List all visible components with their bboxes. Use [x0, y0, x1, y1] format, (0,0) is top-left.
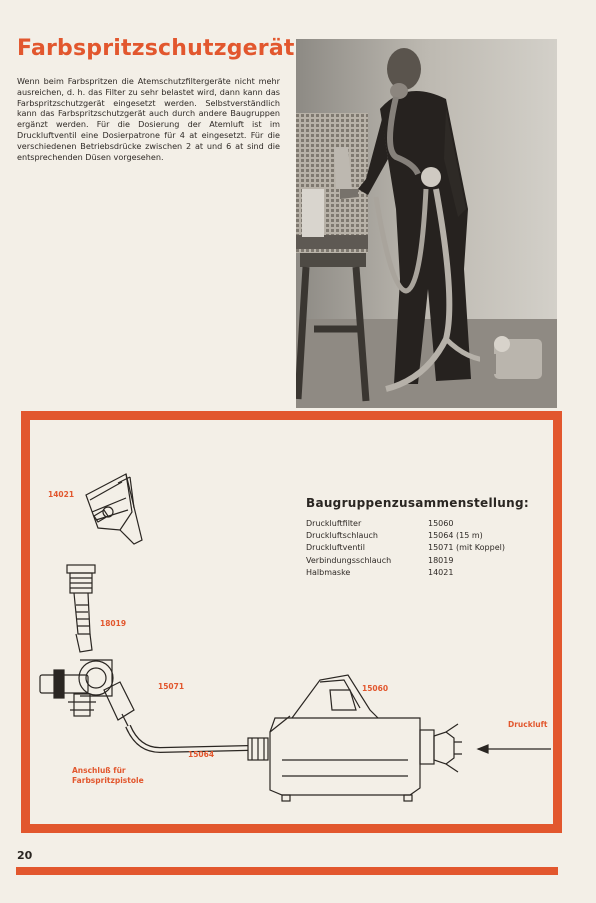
- label-outlet-line2: Farbspritzpistole: [72, 776, 144, 785]
- table-row: [306, 555, 505, 567]
- valve-drawing: [40, 660, 134, 730]
- table-row: [306, 518, 505, 530]
- intro-paragraph: Wenn beim Farbspritzen die Atemschutzfiltergeräte nicht mehr ausreichen, d. h. das Filter zu sehr belastet wird, dann kann das Farbspritzschutzgerät eingesetzt werden. Selbstverständlich kann das Farbspritzschutzgerät auch durch andere Baugruppen ergänzt werden. Für die Dosierung der Atemluft ist im Druckluftventil eine Dosierpatrone für 4 at eingesetzt. Für die verschiedenen Betriebsdrücke zwischen 2 at und 6 at sind die entsprechenden Düsen vorgesehen.: [17, 76, 280, 162]
- part-name: Verbindungsschlauch: [306, 555, 392, 565]
- assembly-diagram-frame: [21, 411, 562, 833]
- label-air-hose: 15064: [188, 750, 215, 759]
- part-name: Druckluftschlauch: [306, 531, 378, 541]
- part-code: 15064 (15 m): [428, 531, 483, 541]
- part-name: Druckluftventil: [306, 543, 365, 553]
- label-outlet-line1: Anschluß für: [72, 766, 126, 775]
- half-mask-drawing: [86, 474, 142, 544]
- air-filter-drawing: [270, 675, 462, 801]
- worker-photo: [296, 39, 557, 408]
- part-code: 18019: [428, 555, 454, 565]
- label-connecting-hose: 18019: [100, 619, 127, 628]
- assembly-list-table: [306, 518, 505, 579]
- connecting-hose-drawing: [67, 565, 95, 652]
- label-inlet: Druckluft: [508, 720, 548, 729]
- part-code: 14021: [428, 567, 454, 577]
- part-name: Halbmaske: [306, 567, 351, 577]
- label-air-filter: 15060: [362, 684, 389, 693]
- part-name: Druckluftfilter: [306, 519, 362, 528]
- bottom-rule: [16, 867, 558, 875]
- table-row: [306, 567, 505, 579]
- label-half-mask: 14021: [48, 490, 75, 499]
- label-valve: 15071: [158, 682, 185, 691]
- page-title: Farbspritzschutzgerät: [17, 36, 295, 61]
- part-code: 15060: [428, 519, 454, 528]
- assembly-list-title: Baugruppenzusammenstellung:: [306, 496, 529, 510]
- table-row: [306, 542, 505, 554]
- part-code: 15071 (mit Koppel): [428, 543, 505, 553]
- table-row: [306, 530, 505, 542]
- page-number: 20: [17, 849, 33, 862]
